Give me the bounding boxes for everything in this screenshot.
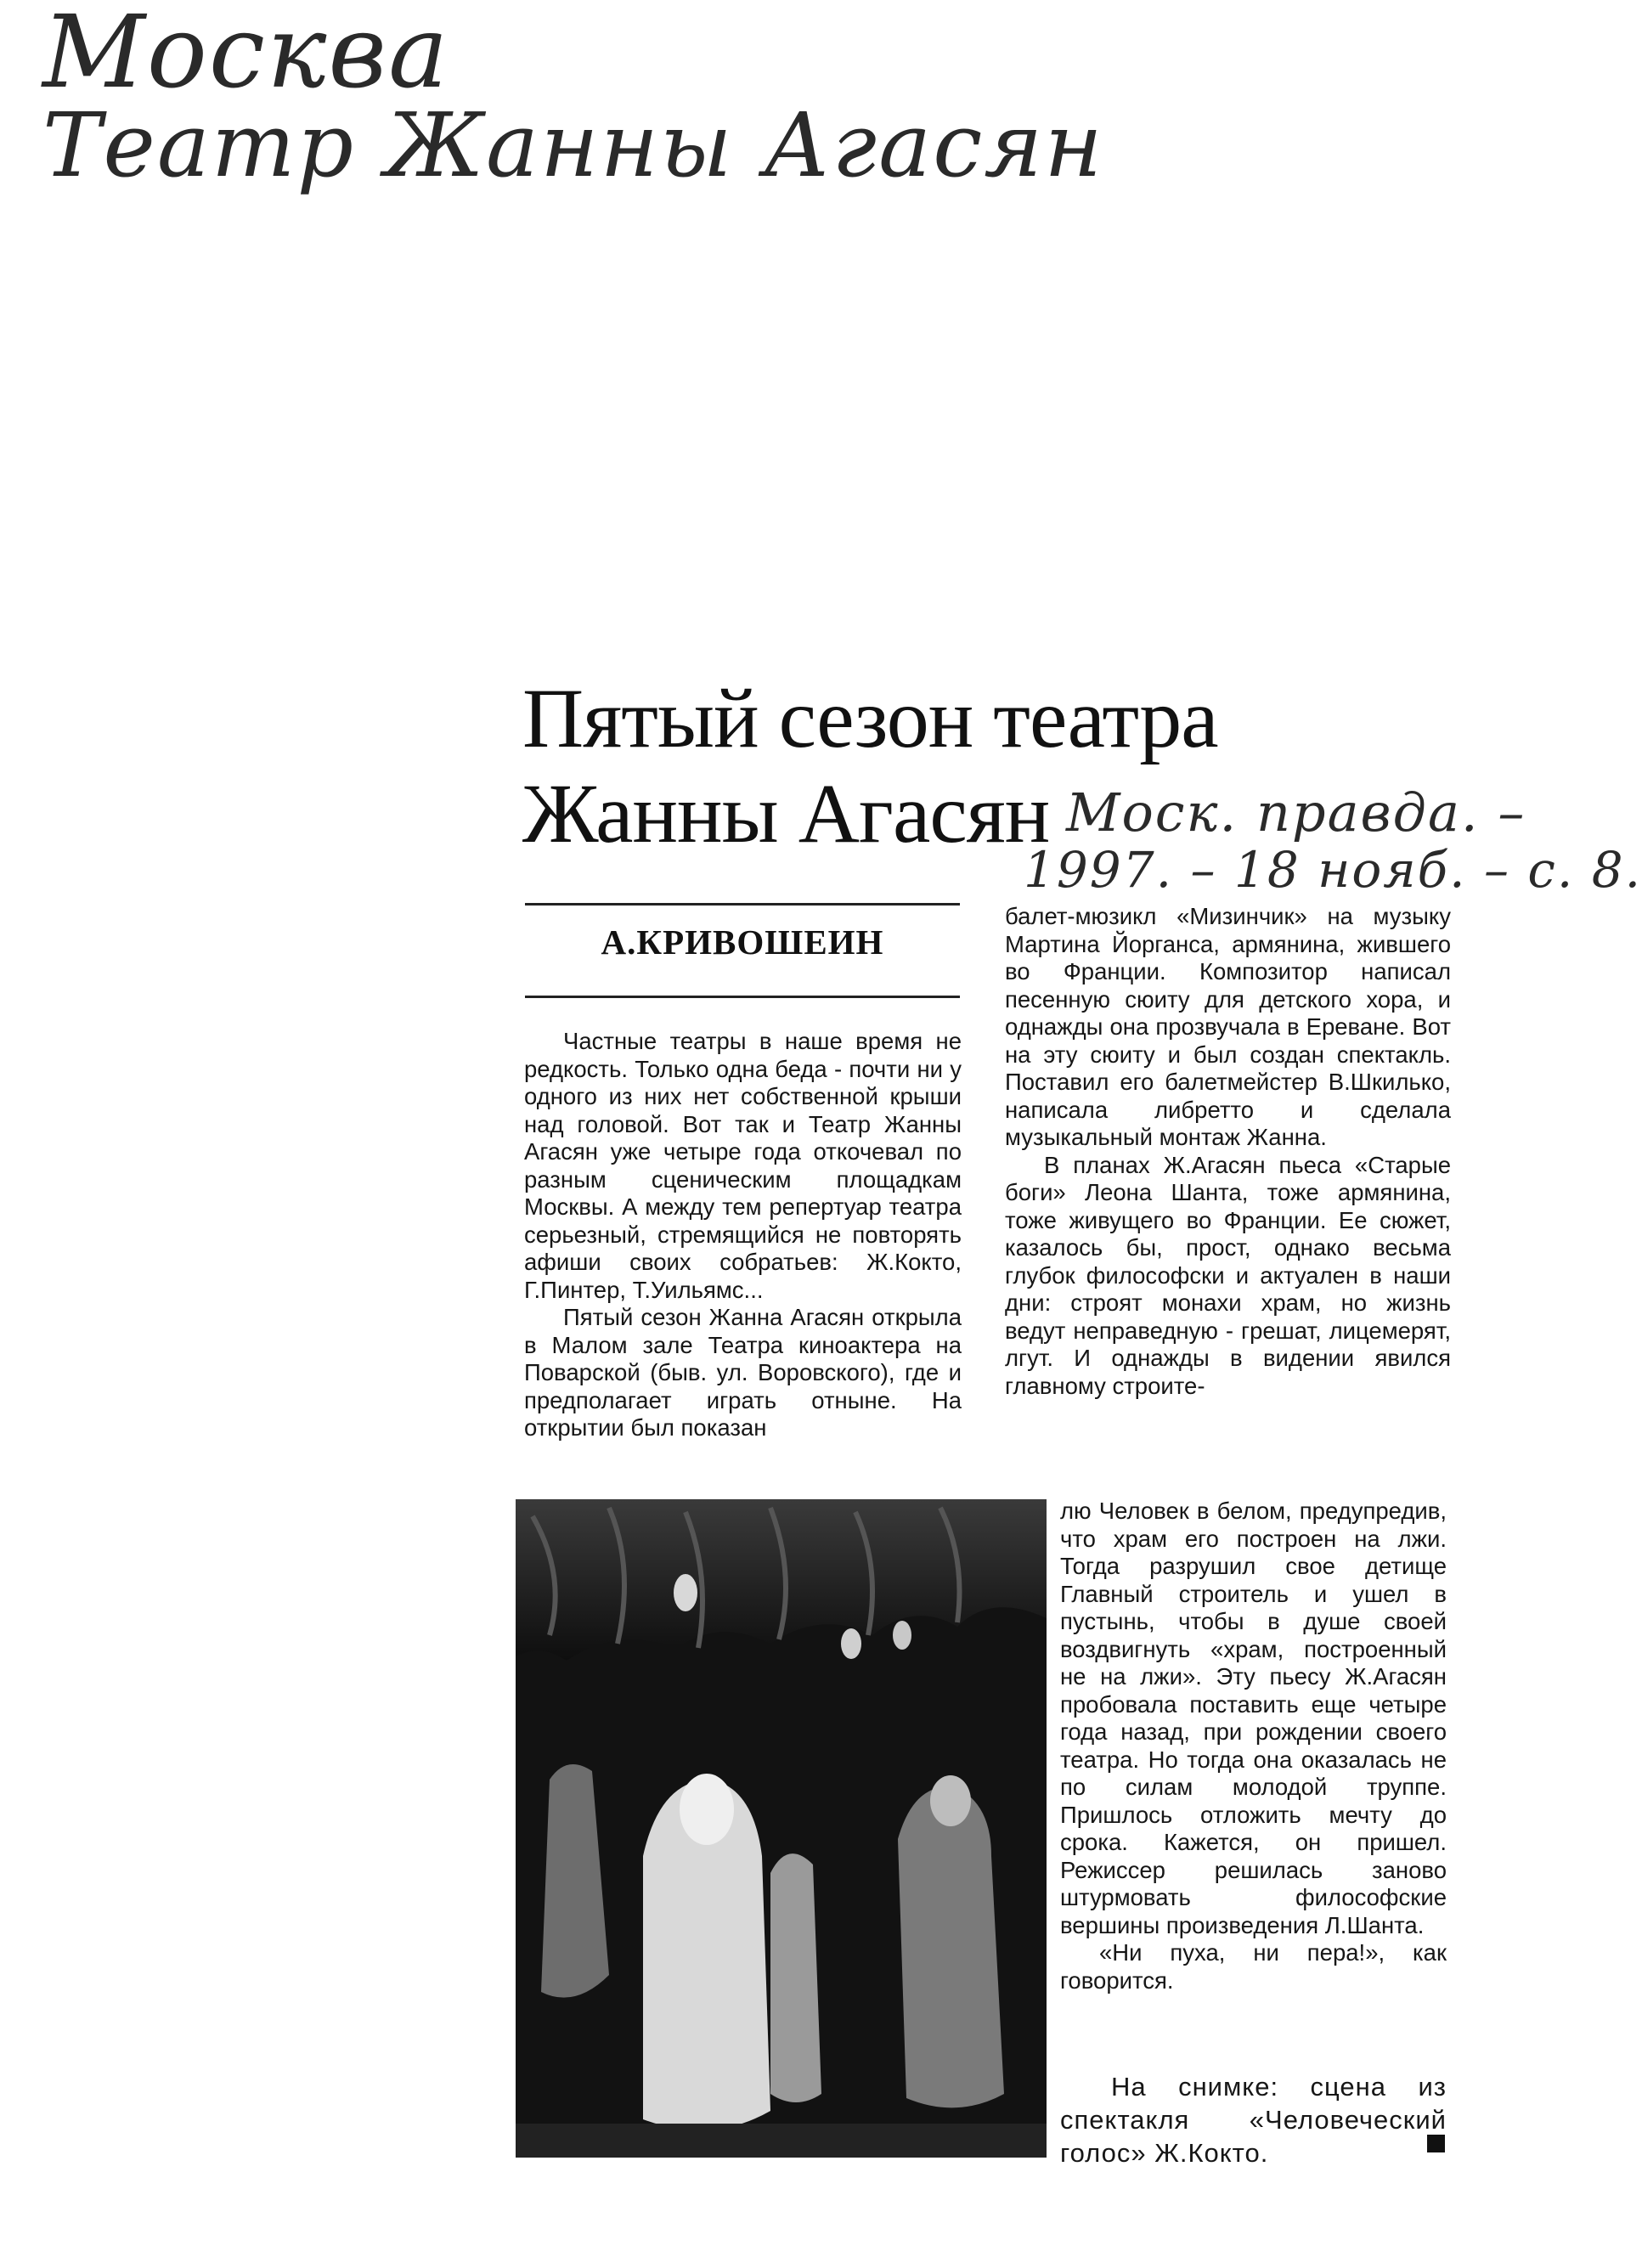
article-column-left [524, 1028, 962, 1442]
headline-line-2: Жанны Агасян [522, 766, 1050, 860]
stage-photo [516, 1499, 1047, 2158]
article-headline [522, 671, 1218, 861]
article-column-right-bottom [1060, 1498, 1447, 1994]
handwritten-theatre-name: Театр Жанны Агасян [42, 93, 1104, 197]
handwritten-city: Москва [42, 0, 450, 110]
byline-top-rule [525, 903, 960, 906]
end-of-article-square [1427, 2135, 1445, 2152]
caption-text: На снимке: сцена из спектакля «Человеческий голос» Ж.Кокто. [1060, 2072, 1447, 2168]
handwritten-citation-source: Моск. правда. – [1066, 781, 1526, 843]
headline-line-1: Пятый сезон театра [522, 671, 1218, 765]
paragraph: Пятый сезон Жанна Агасян открыла в Малом зале Театра киноактера на Поварской (быв. ул. Воровского), где и предполагает играть отныне. На открытии был показан [524, 1304, 962, 1441]
paragraph: балет-мюзикл «Мизинчик» на музыку Мартина Йорганса, армянина, жившего во Франции. Композитор написал песенную сюиту для детского хора, и однажды она прозвучала в Ереване. Вот на эту сюиту и был создан спектакль. Поставил его балетмейстер В.Шкилько, написала либретто и сделала музыкальный монтаж Жанна. [1005, 903, 1451, 1150]
paragraph: «Ни пуха, ни пера!», как говорится. [1060, 1939, 1447, 1994]
article-byline: А.КРИВОШЕИН [601, 922, 884, 962]
paragraph: лю Человек в белом, предупредив, что храм его построен на лжи. Тогда разрушил свое детище Главный строитель и ушел в пустынь, чтобы в душе своей воздвигнуть «храм, построенный не на лжи». Эту пьесу Ж.Агасян пробовала поставить еще четыре года назад, при рождении своего театра. Но тогда она оказалась не по силам молодой труппе. Пришлось отложить мечту до срока. Кажется, он пришел. Режиссер решилась заново штурмовать философские вершины произведения Л.Шанта. [1060, 1498, 1447, 1938]
photo-caption [1060, 2070, 1447, 2169]
paragraph: Частные театры в наше время не редкость. Только одна беда - почти ни у одного из них нет собственной крыши над головой. Вот так и Театр Жанны Агасян уже четыре года откочевал по разным сценическим площадкам Москвы. А между тем репертуар театра серьезный, стремящийся не повторять афиши своих собратьев: Ж.Кокто, Г.Пинтер, Т.Уильямс... [524, 1028, 962, 1303]
handwritten-citation-date: 1997. – 18 нояб. – с. 8. [1024, 841, 1642, 899]
paragraph: В планах Ж.Агасян пьеса «Старые боги» Леона Шанта, тоже армянина, тоже живущего во Франции. Ее сюжет, казалось бы, прост, однако весьма глубок философски и актуален в наши дни: строят монахи храм, но жизнь ведут неправедную - грешат, лицемерят, лгут. И однажды в видении явился главному строите- [1005, 1151, 1451, 1399]
byline-bottom-rule [525, 996, 960, 998]
article-column-right-top [1005, 903, 1451, 1400]
